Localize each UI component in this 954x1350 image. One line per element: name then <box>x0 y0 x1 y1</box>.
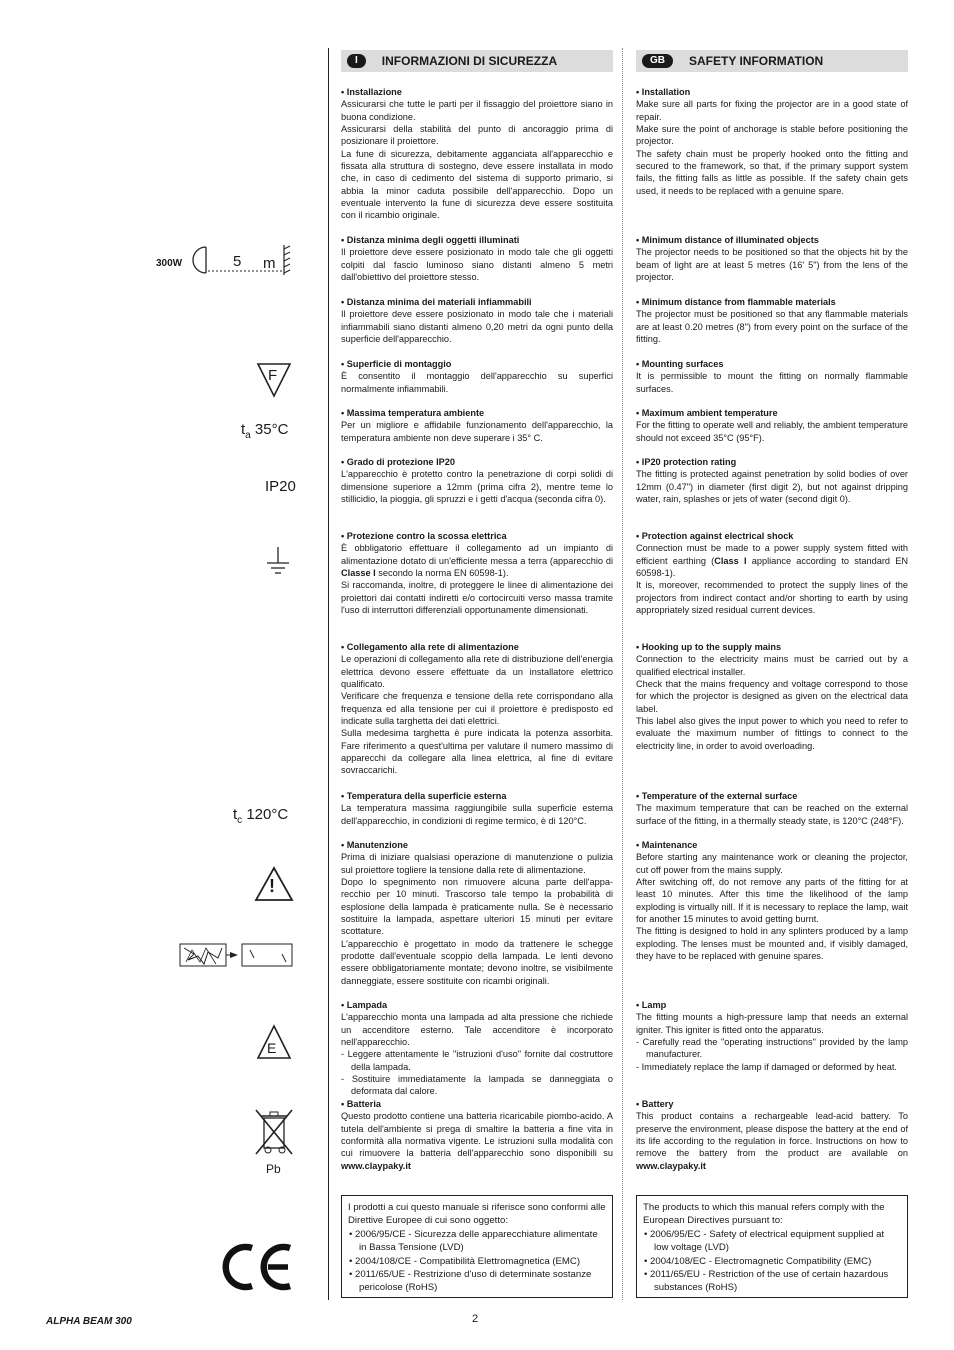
ce-mark-icon <box>222 1240 294 1294</box>
ip-rating-symbol: IP20 <box>265 478 296 495</box>
section-lamp-en: • Lamp The fitting mounts a high-pressure lamp that needs an external igniter. This igniter is fitted onto the apparatus. - Carefully read the "operating instructions" provided by the lamp manufacturer. - Immediately replace the lamp if damaged or deformed by heat. <box>636 1000 908 1072</box>
section-distance-objects-en: • Minimum distance of illuminated objects The projector needs to be positioned so that the objects hit by the beam of light are at least 5 metres (16' 5") from the lens of the projector. <box>636 235 908 283</box>
section-battery-it: • Batteria Questo prodotto contiene una batteria ricaricabile piombo-acido. A tutela dell'ambiente si prega di smaltire la batteria a fine vita in conformità alla normativa vigente. Le istruzioni sulla modalità con cui rimuovere la batteria dell'apparecchio sono disponibili su www.claypaky.it <box>341 1099 613 1171</box>
section-distance-objects-it: • Distanza minima degli oggetti illuminati Il proiettore deve essere posizionato in modo tale che gli oggetti colpiti dal fascio luminoso siano distanti almeno 5 metri dall'obiettivo del proiettore stesso. <box>341 235 613 283</box>
section-distance-flammable-it: • Distanza minima dei materiali infiammabili Il proiettore deve essere posizionato in modo tale che i materiali infiammabili siano distanti almeno 0,20 metri da ogni punto della superficie dell'apparecchio. <box>341 297 613 345</box>
section-mains-it: • Collegamento alla rete di alimentazione Le operazioni di collegamento alla rete di distribuzione dell'energia elettrica devono essere effettuate da un installatore elettrico qualificato. Verificare che frequenza e tensione della rete corrispondano alla frequenza ed alla tensione per cui il proiettore è predisposto ed indicate sulla targhetta dei dati elettrici. Sulla medesima targhetta è pure indicata la potenza assorbita. Fare riferimento a quest'ultima per valutare il numero massimo di apparecchi da collegare alla linea elettrica, al fine di evitare sovraccarichi. <box>341 642 613 776</box>
english-column <box>636 50 908 1294</box>
min-distance-icon <box>190 243 296 277</box>
section-electric-shock-it: • Protezione contro la scossa elettrica È obbligatorio effettuare il collegamento ad un impianto di alimentazione dotato di un'efficiente messa a terra (apparecchio di Classe I secondo la norma EN 60598-1). Si raccomanda, inoltre, di proteggere le linee di alimentazione dei proiettori dai contatti indiretti e/o cortocircuiti verso massa tramite l'uso di interruttori differenziali opportunamente dimensionati. <box>341 531 613 616</box>
language-badge-gb: GB <box>642 54 673 68</box>
earth-ground-icon <box>265 545 291 579</box>
footer-product-name: ALPHA BEAM 300 <box>46 1316 132 1327</box>
claypaky-link-en[interactable]: www.claypaky.it <box>636 1160 706 1171</box>
section-mains-en: • Hooking up to the supply mains Connection to the electricity mains must be carried out by a qualified electrical installer. Check that the mains frequency and voltage correspond to those for which the projector is designed as given on the electrical data label. This label also gives the input power to which you need to refer to evaluate the maximum number of fittings to connect to the electricity line, in order to avoid overloading. <box>636 642 908 751</box>
page-number: 2 <box>472 1313 479 1325</box>
section-ip20-it: • Grado di protezione IP20 L'apparecchio è protetto contro la penetrazione di corpi solidi di dimensione superiore a 12mm (prima cifra 2), mentre teme lo stillicidio, la pioggia, gli spruzzi e i getti d'acqua (seconda cifra 0). <box>341 457 613 505</box>
section-maintenance-en: • Maintenance Before starting any maintenance work or cleaning the projector, cut off power from the mains supply. After switching off, do not remove any parts of the fitting for at least 10 minutes. After this time the likelihood of the lamp exploding is virtually nill. If it is necessary to replace the lamp, wait for another 15 minutes to avoid getting burnt. The fitting is designed to hold in any splinters produced by a lamp exploding. The lenses must be mounted and, if visibly damaged, they have to be replaced with genuine spares. <box>636 840 908 962</box>
italian-header <box>341 50 613 72</box>
compliance-box-en: The products to which this manual refers comply with the European Directives pursuant to: • 2006/95/EC - Safety of electrical equipment supplied at low voltage (LVD) • 2004/108/EC - Electromagnetic Compatibility (EMC) • 2011/65/EU - Restriction of the use of certain hazardous substances (RoHS) <box>636 1195 908 1298</box>
language-divider <box>622 48 623 1300</box>
section-installation-it: • Installazione Assicurarsi che tutte le parti per il fissaggio del proiettore siano in buona condizione. Assicurarsi della stabilità del punto di ancoraggio prima di posizionare il proiettore. La fune di sicurezza, debitamente agganciata all'apparecchio e fissata alla struttura di sostegno, deve essere installata in modo che, in caso di cedimento del sistema di supporto primario, si abbia la minor caduta possibile dell'apparecchio. Dopo un eventuale intervento la fune di sicurezza deve essere sostituita con il ricambio originale. <box>341 87 613 221</box>
ambient-temp-symbol: $t_a$ 35°C <box>241 421 289 441</box>
italian-header-title: INFORMAZIONI DI SICUREZZA <box>381 54 558 68</box>
english-header <box>636 50 908 72</box>
section-mounting-en: • Mounting surfaces It is permissible to mount the fitting on normally flammable surfaces. <box>636 359 908 394</box>
section-lamp-it: • Lampada L'apparecchio monta una lampada ad alta pressione che richiede un accenditore esterno. Tale accenditore è incorporato nell'apparecchio. - Leggere attentamente le "istruzioni d'uso" fornite dal costruttore della lampada. - Sostituire immediatamente la lampada se danneggiata o deformata dal calore. <box>341 1000 613 1097</box>
crossed-bin-icon <box>252 1106 296 1158</box>
compliance-box-it: I prodotti a cui questo manuale si riferisce sono conformi alle Direttive Europee di cui sono oggetto: • 2006/95/CE - Sicurezza delle apparecchiature alimentate in Bassa Tensione (LVD) • 2004/108/CE - Compatibilità Elettromagnetica (EMC) • 2011/65/UE - Restrizione d'uso di determinate sostanze pericolose (RoHS) <box>341 1195 613 1298</box>
section-surface-temp-it: • Temperatura della superficie esterna La temperatura massima raggiungibile sulla superficie esterna dell'apparecchio, in condizioni di regime termico, è di 120°C. <box>341 791 613 826</box>
language-badge-it: I <box>347 54 366 68</box>
distance-value: 5 <box>233 253 242 270</box>
claypaky-link-it[interactable]: www.claypaky.it <box>341 1160 411 1171</box>
section-maintenance-it: • Manutenzione Prima di iniziare qualsiasi operazione di manutenzione o pulizia sul proiettore togliere la tensione dalla rete di alimentazione. Dopo lo spegnimento non rimuovere alcuna parte dell'appa-recchio per 10 minuti. Trascorso tale tempo la probabilità di esplosione della lampada è praticamente nulla. Se è necessario sostituire la lampada, aspettare ulteriori 15 minuti per evitare scottature. L'apparecchio è progettato in modo da trattenere le schegge prodotte dall'eventuale scoppio della lampada. Le lenti devono essere obbligatoriamente montate; devono inoltre, se visibilmente danneggiate, essere sostituite con ricambi originali. <box>341 840 613 986</box>
column-divider <box>328 48 329 1300</box>
english-header-title: SAFETY INFORMATION <box>689 54 824 68</box>
section-ambient-temp-en: • Maximum ambient temperature For the fitting to operate well and reliably, the ambient temperature should not exceed 35°C (95°F). <box>636 408 908 443</box>
warning-mark: ! <box>269 876 275 896</box>
section-ambient-temp-it: • Massima temperatura ambiente Per un migliore e affidabile funzionamento dell'apparecchio, la temperatura ambiente non deve superare i 35° C. <box>341 408 613 443</box>
surface-temp-symbol: $t_c$ 120°C <box>233 806 289 826</box>
section-mounting-it: • Superficie di montaggio È consentito il montaggio dell'apparecchio su superfici normalmente infiammabili. <box>341 359 613 394</box>
flammable-letter: F <box>268 367 278 384</box>
section-electric-shock-en: • Protection against electrical shock Connection must be made to a power supply system fitted with efficient earthing (Class I appliance according to standard EN 60598-1). It is, moreover, recommended to protect the supply lines of the projectors from indirect contact and/or shorting to earth by using appropriately sized residual current devices. <box>636 531 908 616</box>
section-ip20-en: • IP20 protection rating The fitting is protected against penetration by solid bodies of over 12mm (0.47") in diameter (first digit 2), but not against dripping water, rain, splashes or jets of water (second digit 0). <box>636 457 908 505</box>
lamp-class-letter: E <box>267 1040 277 1056</box>
section-surface-temp-en: • Temperature of the external surface The maximum temperature that can be reached on the external surface of the fitting, in a thermally steady state, is 120°C (248°F). <box>636 791 908 826</box>
lamp-power-label: 300W <box>156 258 183 269</box>
section-installation-en: • Installation Make sure all parts for fixing the projector are in a good state of repair. Make sure the point of anchorage is stable before positioning the projector. The safety chain must be properly hooked onto the fitting and secured to the framework, so that, if the primary support system fails, the fitting falls as little as possible. If the safety chain gets used, it needs to be replaced with a genuine spare. <box>636 87 908 196</box>
italian-column <box>341 50 613 1294</box>
section-battery-en: • Battery This product contains a rechargeable lead-acid battery. To preserve the environment, please dispose the battery at the end of its life according to the regulation in force. Instructions on how to remove the battery from the product are available on www.claypaky.it <box>636 1099 908 1171</box>
section-distance-flammable-en: • Minimum distance from flammable materials The projector must be positioned so that any flammable materials are at least 0.20 metres (8") from every point on the surface of the fitting. <box>636 297 908 345</box>
lens-replacement-icon <box>178 940 296 970</box>
distance-unit: m <box>263 255 276 272</box>
battery-pb-label: Pb <box>266 1162 281 1176</box>
